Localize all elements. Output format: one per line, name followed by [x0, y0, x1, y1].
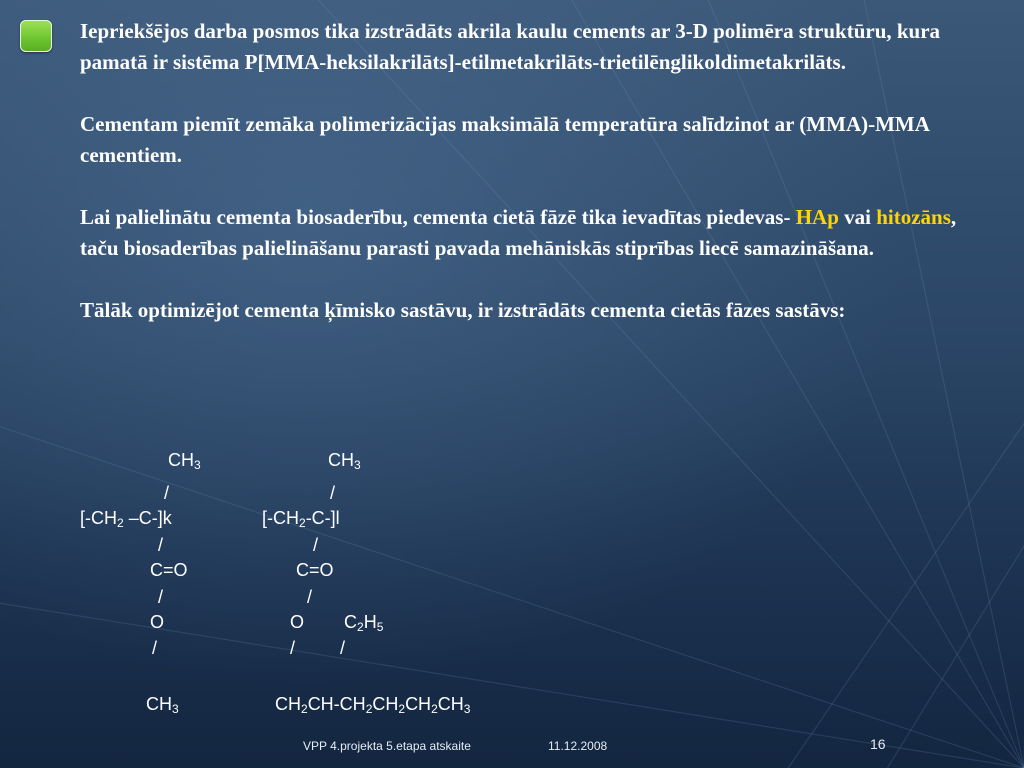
formula-ch3-left: $CH_3$	[168, 450, 201, 472]
highlight-hap: HAp	[795, 205, 839, 229]
formula-bond-5: /	[158, 587, 164, 607]
formula-bond-9: /	[340, 638, 346, 658]
paragraph-solid-phase-composition: Tālāk optimizējot cementa ķīmisko sastāvu, ir izstrādāts cementa cietās fāzes sastāvs:	[80, 298, 846, 322]
slide-body	[80, 16, 980, 357]
formula-chain-l: $[-CH_2-C-]l$	[262, 508, 340, 530]
green-square-bullet-icon	[20, 20, 52, 52]
formula-chain-k: [$-CH_2$ –C-]k	[80, 508, 172, 530]
formula-carbonyl-right: C=O	[296, 560, 334, 580]
biocompat-text-end: , taču biosaderības palielināšanu parasti pavada mehāniskās stiprības liecē samazināšana.	[80, 205, 957, 260]
paragraph-biocompatibility	[80, 202, 980, 264]
formula-c2h5: $C_2H_5$	[344, 612, 384, 634]
footer-date: 11.12.2008	[548, 739, 608, 753]
formula-bond-7: /	[152, 638, 158, 658]
biocompat-text-mid: vai	[838, 205, 877, 229]
paragraph-previous-work: Iepriekšējos darba posmos tika izstrādāts akrila kaulu cements ar 3-D polimēra struktūru, kura pamatā ir sistēma P[MMA-heksilakrilāts]-etilmetakrilāts-trietilēnglikoldimetakrilāts.	[80, 19, 941, 74]
formula-bond-6: /	[307, 587, 313, 607]
formula-ch3-bottom: $CH_3$	[146, 694, 179, 716]
paragraph-polymerization-temperature: Cementam piemīt zemāka polimerizācijas maksimālā temperatūra salīdzinot ar (MMA)-MMA cementiem.	[80, 112, 929, 167]
formula-hexyl-chain: $CH_2CH-CH_2CH_2CH_2CH_3$	[275, 694, 471, 716]
formula-bond-1: /	[164, 483, 170, 503]
formula-bond-2: /	[330, 483, 336, 503]
formula-ch3-right: $CH_3$	[328, 450, 361, 472]
footer-project: VPP 4.projekta 5.etapa atskaite	[303, 739, 471, 753]
page-number: 16	[870, 736, 886, 752]
formula-carbonyl-left: C=O	[150, 560, 188, 580]
formula-oxygen-left: O	[150, 612, 165, 632]
formula-bond-4: /	[313, 535, 319, 555]
highlight-chitosan: hitozāns	[876, 205, 951, 229]
biocompat-text-start: Lai palielinātu cementa biosaderību, cementa cietā fāzē tika ievadītas piedevas-	[80, 205, 796, 229]
formula-oxygen-right: O	[290, 612, 305, 632]
formula-bond-8: /	[290, 638, 296, 658]
formula-bond-3: /	[158, 535, 164, 555]
